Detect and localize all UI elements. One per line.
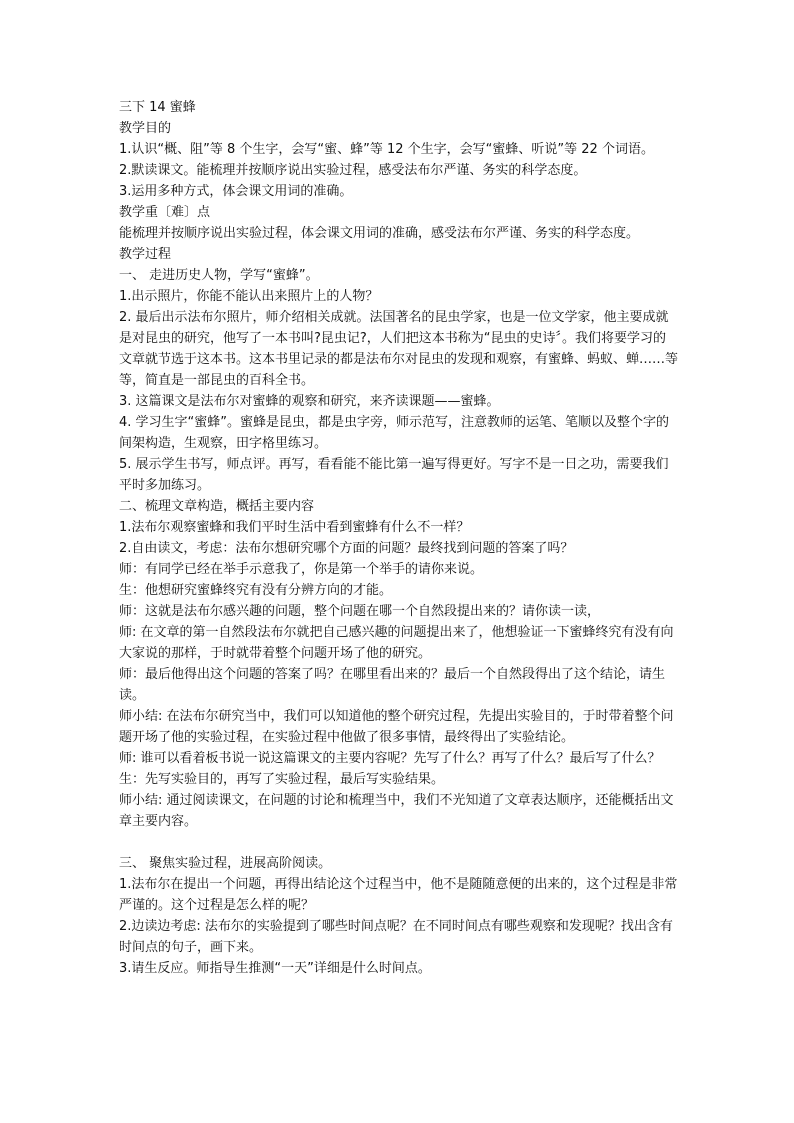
- paragraph: 2.自由读文，考虑：法布尔想研究哪个方面的问题？最终找到问题的答案了吗？: [119, 541, 574, 556]
- dialogue-line: 生：他想研究蜜蜂终究有没有分辨方向的才能。: [119, 583, 393, 598]
- dialogue-line: 师：有同学已经在举手示意我了，你是第一个举手的请你来说。: [119, 562, 484, 577]
- paragraph: 2.边读边考虑: 法布尔的实验提到了哪些时间点呢？在不同时间点有哪些观察和发现呢？找出含有时间点的句子，画下来。: [119, 919, 673, 955]
- heading-teaching-goals: 教学目的: [119, 121, 172, 136]
- paragraph: 1.法布尔在提出一个问题，再得出结论这个过程当中，他不是随随意便的出来的，这个过程是非常严谨的。这个过程是怎么样的呢？: [119, 877, 678, 913]
- dialogue-line: 师: 谁可以看着板书说一说这篇课文的主要内容呢？先写了什么？再写了什么？最后写了什么？: [119, 751, 661, 766]
- key-points-text: 能梳理并按顺序说出实验过程，体会课文用词的准确，感受法布尔严谨、务实的科学态度。: [119, 226, 640, 241]
- paragraph: 2. 最后出示法布尔照片，师介绍相关成就。法国著名的昆虫学家，也是一位文学家，他主要成就是对昆虫的研究，他写了一本书叫?昆虫记?，人们把这本书称为“昆虫的史诗〞。我们将要学习的文章就节选于这本书。这本书里记录的都是法布尔对昆虫的发现和观察，有蜜蜂、蚂蚁、蝉……等等，简直是一部昆虫的百科全书。: [119, 310, 679, 388]
- paragraph: 1.出示照片，你能不能认出来照片上的人物？: [119, 289, 379, 304]
- goal-item-2: 2.默读课文。能梳理并按顺序说出实验过程，感受法布尔严谨、务实的科学态度。: [119, 163, 587, 178]
- section-heading-3: 三、 聚焦实验过程，进展高阶阅读。: [119, 856, 332, 871]
- dialogue-line: 生：先写实验目的，再写了实验过程，最后写实验结果。: [119, 772, 445, 787]
- dialogue-line: 师：最后他得出这个问题的答案了吗？在哪里看出来的？最后一个自然段得出了这个结论，请生读。: [119, 667, 666, 703]
- blank-line: [119, 832, 679, 853]
- dialogue-line: 师小结: 在法布尔研究当中，我们可以知道他的整个研究过程，先提出实验目的，于时带着整个问题开场了他的实验过程，在实验过程中他做了很多事情，最终得出了实验结论。: [119, 709, 674, 745]
- goal-item-3: 3.运用多种方式，体会课文用词的准确。: [119, 184, 353, 199]
- paragraph: 3.请生反应。师指导生推测“一天”详细是什么时间点。: [119, 961, 431, 976]
- heading-teaching-process: 教学过程: [119, 247, 172, 262]
- document-body: [119, 97, 679, 979]
- dialogue-line: 师小结: 通过阅读课文，在问题的讨论和梳理当中，我们不光知道了文章表达顺序，还能概括出文章主要内容。: [119, 793, 674, 829]
- section-heading-2: 二、梳理文章构造，概括主要内容: [119, 499, 315, 514]
- lesson-title: 三下 14 蜜蜂: [119, 100, 196, 115]
- dialogue-line: 师：这就是法布尔感兴趣的问题，整个问题在哪一个自然段提出来的？请你读一读，: [119, 604, 601, 619]
- paragraph: 5. 展示学生书写，师点评。再写，看看能不能比第一遍写得更好。写字不是一日之功，需要我们平时多加练习。: [119, 457, 669, 493]
- heading-key-points: 教学重〔难〕点: [119, 205, 211, 220]
- paragraph: 3. 这篇课文是法布尔对蜜蜂的观察和研究，来齐读课题——蜜蜂。: [119, 394, 500, 409]
- section-heading-1: 一、 走进历史人物，学写“蜜蜂”。: [119, 268, 319, 283]
- paragraph: 4. 学习生字“蜜蜂”。蜜蜂是昆虫，都是虫字旁，师示范写，注意教师的运笔、笔顺以及整个字的间架构造，生观察，田字格里练习。: [119, 415, 670, 451]
- goal-item-1: 1.认识“概、阻”等 8 个生字，会写“蜜、蜂”等 12 个生字，会写“蜜蜂、听说”等 22 个词语。: [119, 142, 654, 157]
- paragraph: 1.法布尔观察蜜蜂和我们平时生活中看到蜜蜂有什么不一样？: [119, 520, 470, 535]
- dialogue-line: 师: 在文章的第一自然段法布尔就把自己感兴趣的问题提出来了，他想验证一下蜜蜂终究有没有向大家说的那样，于时就带着整个问题开场了他的研究。: [119, 625, 674, 661]
